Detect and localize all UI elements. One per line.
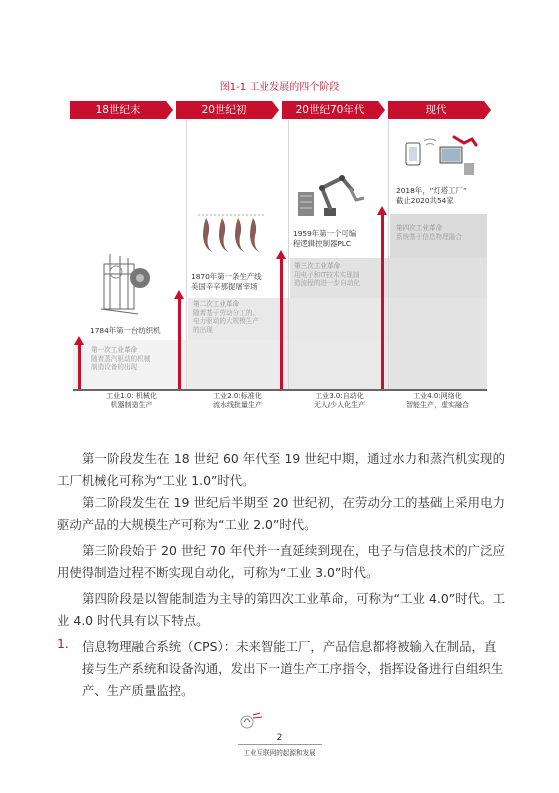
list-item-number: 1. [57, 636, 69, 651]
arrow-stage-3 [280, 258, 283, 389]
paragraph-stage-2: 第二阶段发生在 19 世纪后半期至 20 世纪初，在劳动分工的基础上采用电力驱动产品的大规模生产可称为“工业 2.0”时代。 [57, 495, 505, 532]
stage-description-4: 第四次工业革命 系统基于信息物理融合 [396, 224, 462, 241]
arrow-stage-1 [78, 344, 81, 389]
era-tab-18th-century: 18世纪末 [70, 101, 166, 119]
era-tab-modern: 现代 [388, 101, 484, 119]
event-caption-2: 1870年第一条生产线 美国辛辛那提屠宰场 [191, 272, 262, 291]
stage-description-1: 第一次工业革命 随着蒸汽驱动的机械 制造设备的出现 [91, 346, 151, 372]
column-divider [388, 120, 389, 390]
era-tab-1970s: 20世纪70年代 [282, 101, 378, 119]
industry-label-2: 工业2.0:标准化 流水线批量生产 [213, 392, 262, 409]
industry-label-4: 工业4.0:网络化 智能生产，虚实融合 [406, 392, 469, 409]
band-stage-3-ext [390, 258, 487, 389]
arrow-stage-2 [178, 298, 181, 389]
smart-devices-icon [402, 133, 480, 177]
industry-label-3: 工业3.0:自动化 无人/少人化生产 [313, 392, 366, 409]
list-item-text: 信息物理融合系统（CPS）：未来智能工厂，产品信息都将被输入在制品，直接与生产系统和设备沟通，发出下一道生产工序指令，指挥设备进行自组织生产、生产质量监控。 [82, 639, 504, 698]
lighthouse-logo-icon [238, 711, 266, 729]
stage-description-2: 第二次工业革命 随着基于劳动分工的、 电力驱动的大规模生产 的出现 [193, 300, 259, 334]
column-divider [288, 120, 289, 390]
paragraph-stage-4: 第四阶段是以智能制造为主导的第四次工业革命，可称为“工业 4.0”时代。工业 4.0 时代具有以下特点。 [57, 591, 505, 628]
footer-book-title: 工业互联网的起源和发展 [243, 749, 316, 757]
robot-arm-icon [294, 170, 368, 220]
spinning-machine-icon [96, 244, 156, 319]
carcass-line-icon [198, 212, 264, 257]
event-caption-4: 2018年，“灯塔工厂” 截止2020共54家 [396, 186, 467, 205]
timeline-baseline [73, 389, 487, 391]
industry-label-1: 工业1.0: 机械化 机器制造生产 [106, 392, 157, 409]
page-number: 2 [276, 733, 283, 743]
column-divider [186, 120, 187, 390]
paragraph-stage-1: 第一阶段发生在 18 世纪 60 年代至 19 世纪中期，通过水力和蒸汽机实现的工厂机械化可称为“工业 1.0”时代。 [57, 451, 505, 488]
paragraph-stage-3: 第三阶段始于 20 世纪 70 年代并一直延续到现在，电子与信息技术的广泛应用使得制造过程不断实现自动化，可称为“工业 3.0”时代。 [57, 543, 505, 580]
footer-divider [238, 744, 322, 745]
figure-title: 图1-1 工业发展的四个阶段 [219, 82, 340, 93]
arrow-stage-4 [381, 214, 384, 389]
event-caption-3: 1959年第一个可编 程逻辑控制器PLC [293, 229, 357, 248]
era-tab-early-20th: 20世纪初 [176, 101, 272, 119]
stage-description-3: 第三次工业革命 用电子和IT技术实现制 造流程的进一步自动化 [294, 262, 360, 288]
event-caption-1: 1784年第一台纺织机 [90, 326, 161, 335]
